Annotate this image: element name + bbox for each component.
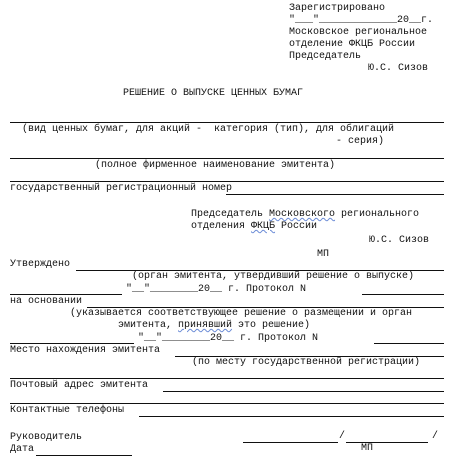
location-label: Место нахождения эмитента bbox=[10, 345, 161, 356]
chair-block-seal: МП bbox=[317, 249, 330, 260]
phones-label: Контактные телефоны bbox=[10, 405, 125, 416]
protocol-line-2: "__"________20__ г. Протокол N bbox=[138, 333, 319, 344]
postal-label: Почтовый адрес эмитента bbox=[10, 380, 149, 391]
signature-slash-1: / bbox=[339, 431, 346, 442]
approved-label: Утверждено bbox=[10, 259, 71, 270]
blank-line bbox=[10, 181, 444, 182]
signature-slash-2: / bbox=[432, 431, 439, 442]
registration-date-line: "___"_____________20__г. bbox=[289, 15, 434, 26]
location-blank-line bbox=[10, 378, 444, 379]
issuer-name-line bbox=[10, 158, 444, 159]
reg-number-field bbox=[226, 194, 444, 195]
securities-hint-line1: (вид ценных бумаг, для акций - категория (тип), для облигаций bbox=[22, 124, 395, 135]
bottom-seal: МП bbox=[361, 443, 374, 454]
securities-hint-line2: - серия) bbox=[336, 136, 385, 147]
registered-label: Зарегистрировано bbox=[289, 3, 386, 14]
head-signature-field bbox=[243, 442, 338, 443]
registration-signer: Ю.С. Сизов bbox=[368, 63, 429, 74]
postal-blank-line bbox=[10, 403, 444, 404]
securities-type-line bbox=[10, 122, 444, 123]
date-label: Дата bbox=[10, 444, 35, 455]
basis-label: на основании bbox=[10, 296, 83, 307]
reg-number-label: государственный регистрационный номер bbox=[10, 183, 233, 194]
protocol-number-2 bbox=[374, 343, 444, 344]
protocol-line-1: "__"________20__ г. Протокол N bbox=[126, 284, 307, 295]
head-label: Руководитель bbox=[10, 432, 83, 443]
basis-hint-line1: (указывается соответствующее решение о размещении и орган bbox=[70, 308, 413, 319]
basis-hint-line2: эмитента, принявший это решение) bbox=[118, 320, 311, 331]
postal-field bbox=[163, 391, 444, 392]
chair-block-line1: Председатель Московского регионального bbox=[191, 209, 420, 220]
chair-block-line2: отделения ФКЦБ России bbox=[191, 221, 318, 232]
approved-blank-line bbox=[10, 294, 122, 295]
document-title: РЕШЕНИЕ О ВЫПУСКЕ ЦЕННЫХ БУМАГ bbox=[123, 88, 304, 99]
protocol-number-1 bbox=[362, 294, 444, 295]
basis-blank-line bbox=[10, 343, 134, 344]
approved-hint: (орган эмитента, утвердивший решение о выпуске) bbox=[132, 271, 415, 282]
chair-block-signer: Ю.С. Сизов bbox=[369, 235, 430, 246]
head-name-field bbox=[346, 442, 428, 443]
phones-field bbox=[139, 416, 444, 417]
registration-org-line1: Московское региональное bbox=[289, 27, 428, 38]
location-hint: (по месту государственной регистрации) bbox=[192, 357, 421, 368]
registration-chairman: Председатель bbox=[289, 51, 362, 62]
registration-org-line2: отделение ФКЦБ России bbox=[289, 39, 416, 50]
issuer-hint: (полное фирменное наименование эмитента) bbox=[95, 160, 336, 171]
